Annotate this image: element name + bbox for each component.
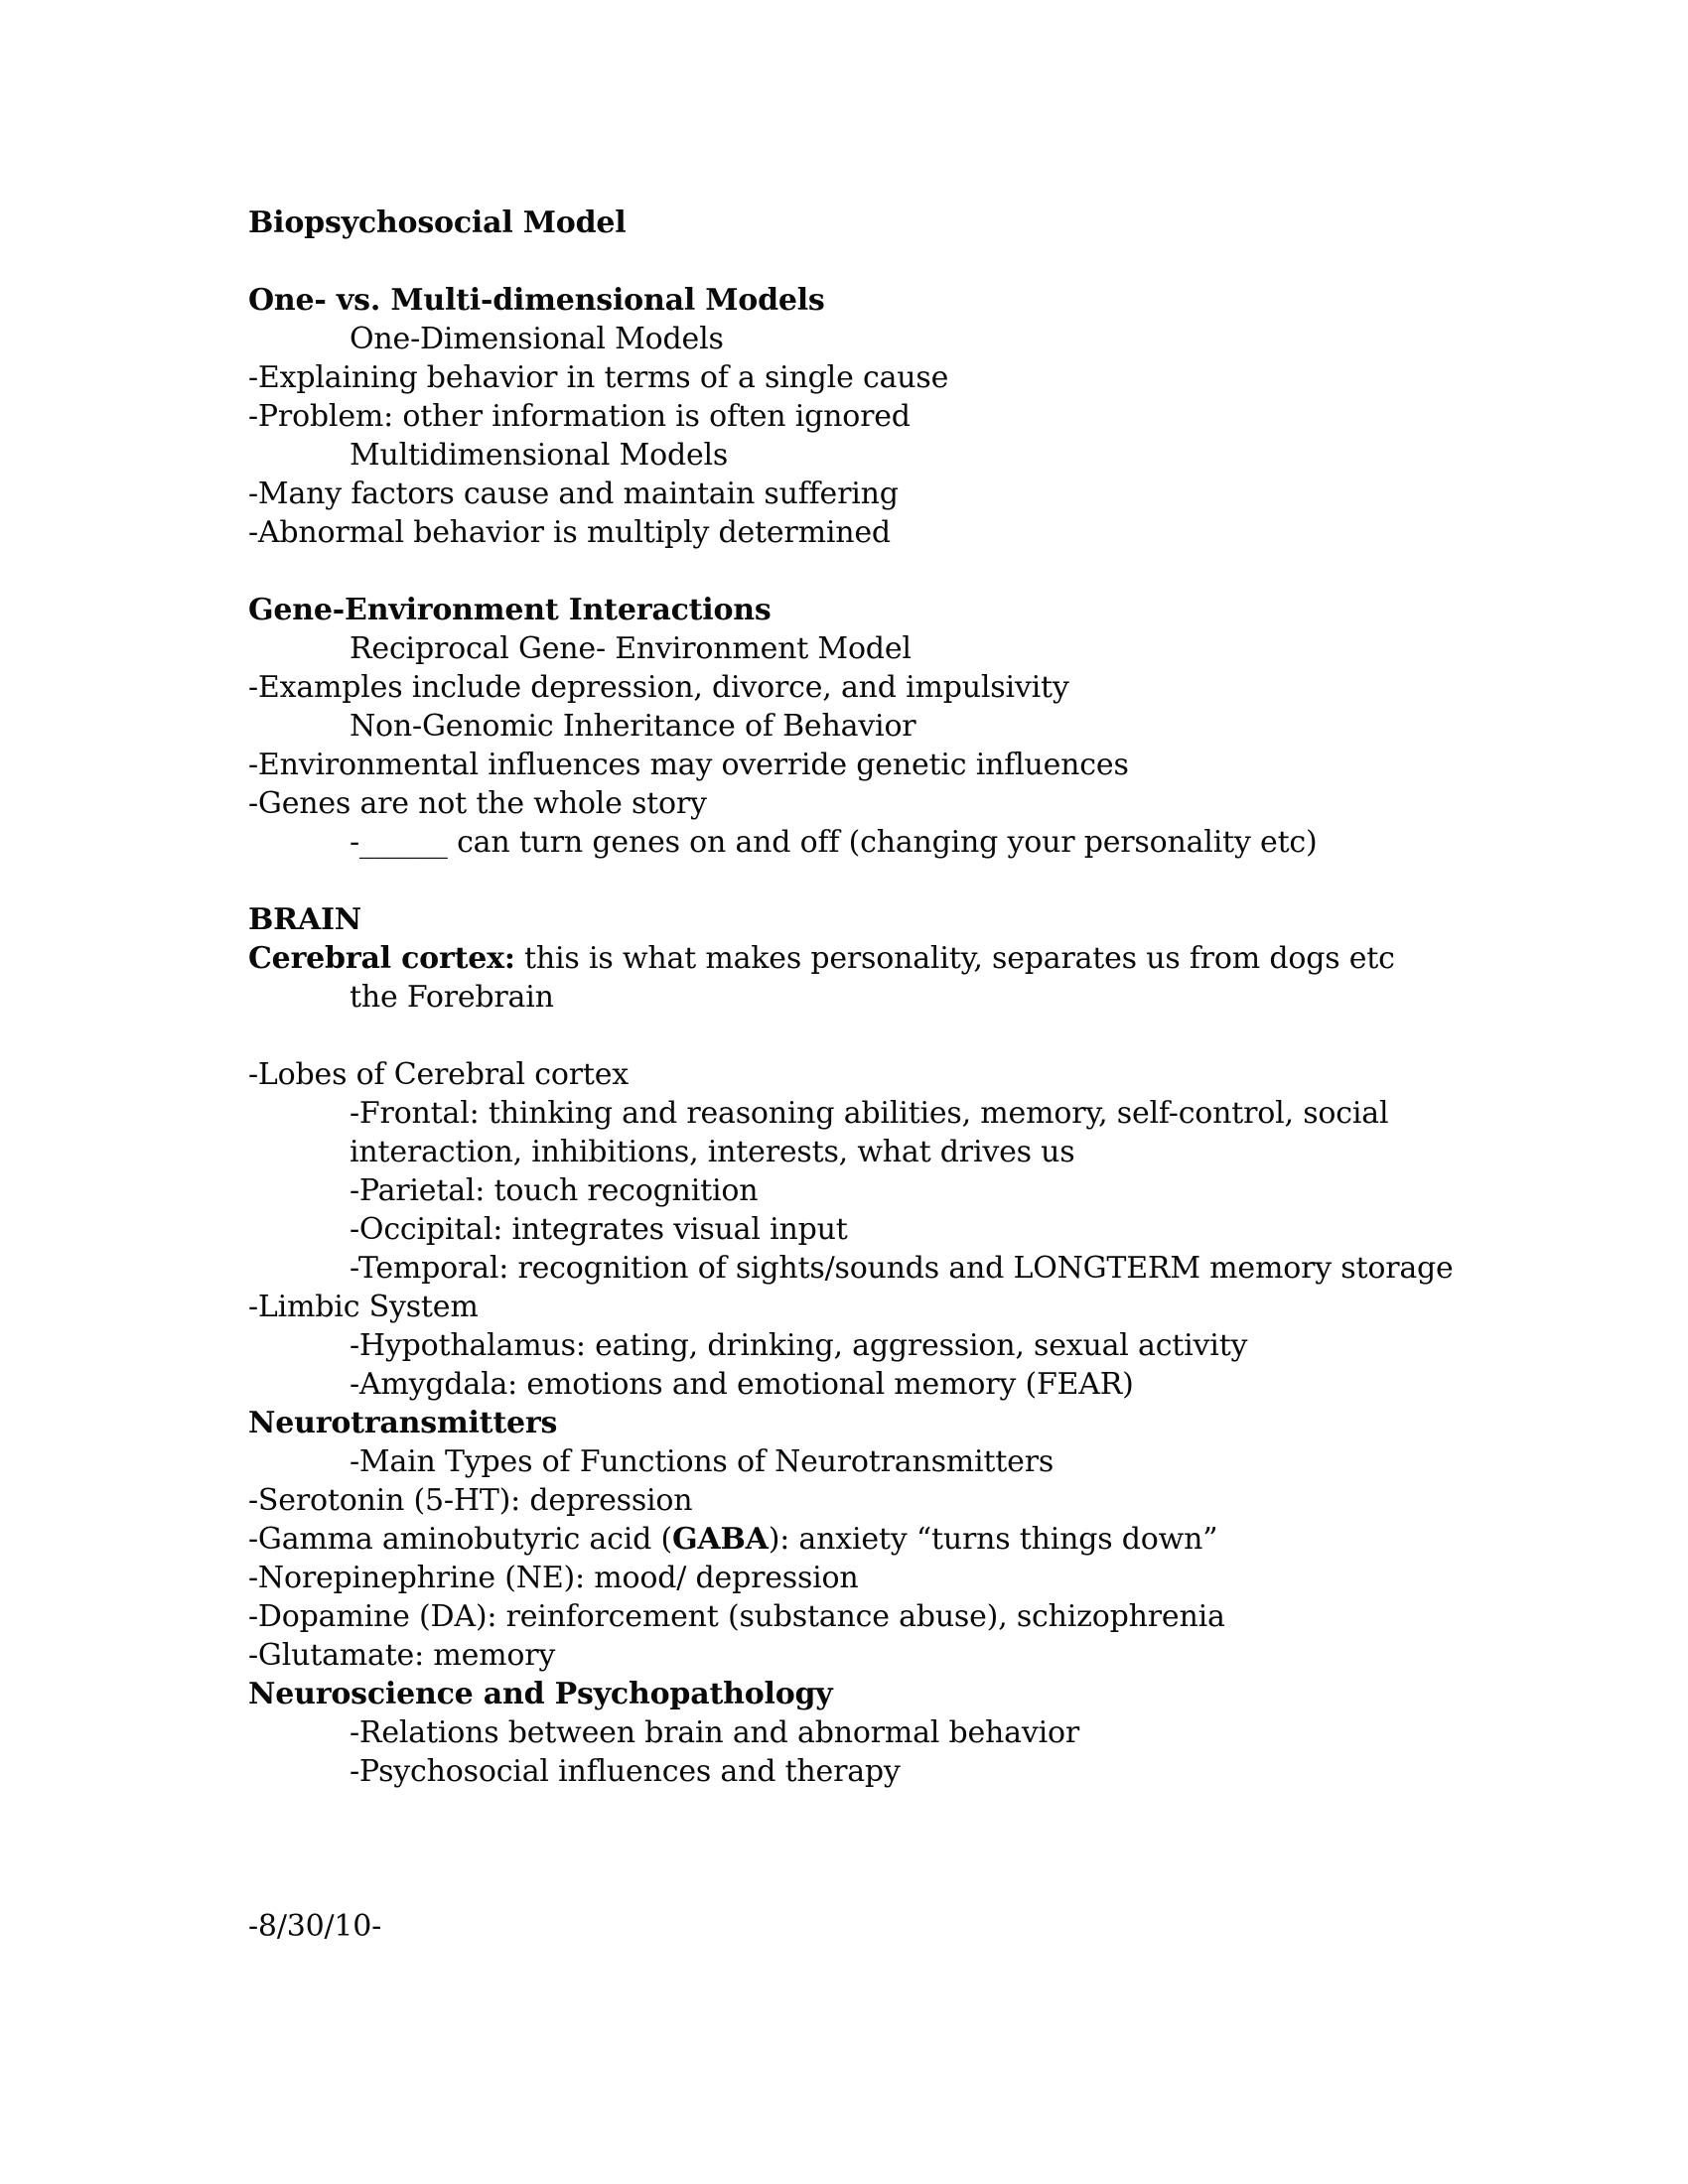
text-line: [248, 668, 1658, 707]
text-run: this is what makes personality, separates us from dogs etc: [514, 941, 1395, 976]
text-run: -______ can turn genes on and off (changing your personality etc): [350, 825, 1318, 860]
text-run: -Parietal: touch recognition: [350, 1173, 759, 1208]
text-line: [248, 784, 1658, 823]
text-line: [248, 1171, 1658, 1210]
text-line: [248, 1326, 1658, 1365]
text-run: One-Dimensional Models: [350, 322, 724, 356]
text-run-bold: Gene-Environment Interactions: [248, 593, 772, 627]
text-line: [248, 436, 1658, 475]
text-line: [248, 1055, 1658, 1094]
text-line: [248, 1520, 1658, 1559]
text-line: [248, 1481, 1658, 1520]
text-run: -Amygdala: emotions and emotional memory (FEAR): [350, 1367, 1134, 1402]
blank-line: [248, 1791, 1658, 1830]
text-run-bold: BRAIN: [248, 902, 362, 937]
text-line: [248, 281, 1658, 320]
text-run-bold: Biopsychosocial Model: [248, 205, 627, 240]
text-run: -Gamma aminobutyric acid (: [248, 1522, 672, 1557]
text-run-bold: Neurotransmitters: [248, 1406, 558, 1440]
text-run: -Many factors cause and maintain suffering: [248, 477, 899, 511]
text-run: -Environmental influences may override genetic influences: [248, 748, 1129, 782]
text-run: -Norepinephrine (NE): mood/ depression: [248, 1561, 859, 1595]
text-line: [248, 1404, 1658, 1442]
text-line: [248, 1249, 1658, 1288]
text-line: [248, 1752, 1658, 1791]
text-line: [248, 1636, 1658, 1675]
text-run: -Psychosocial influences and therapy: [350, 1754, 901, 1789]
text-run: -Occipital: integrates visual input: [350, 1212, 848, 1247]
blank-line: [248, 862, 1658, 900]
text-run: -8/30/10-: [248, 1909, 382, 1944]
text-line: [248, 939, 1658, 978]
text-run: -Relations between brain and abnormal behavior: [350, 1715, 1079, 1750]
text-line: [248, 1288, 1658, 1326]
text-line: [248, 204, 1658, 242]
text-run: -Temporal: recognition of sights/sounds and LONGTERM memory storage: [350, 1251, 1454, 1286]
text-line: [248, 513, 1658, 552]
blank-line: [248, 552, 1658, 591]
text-run: the Forebrain: [350, 980, 554, 1015]
blank-line: [248, 242, 1658, 281]
text-line: [248, 978, 1658, 1017]
text-run-bold: GABA: [671, 1522, 769, 1557]
text-line: [248, 1907, 1658, 1946]
text-run: -Problem: other information is often ignored: [248, 399, 911, 434]
text-line: [248, 823, 1658, 862]
blank-line: [248, 1017, 1658, 1055]
text-run: -Limbic System: [248, 1290, 479, 1324]
text-line: [248, 358, 1658, 397]
text-line: [248, 475, 1658, 513]
text-line: [248, 746, 1658, 784]
text-run: -Serotonin (5-HT): depression: [248, 1483, 693, 1518]
text-line: [248, 591, 1658, 629]
document-body: [248, 204, 1658, 1946]
text-line: [248, 1597, 1658, 1636]
text-run: -Main Types of Functions of Neurotransmitters: [350, 1444, 1055, 1479]
text-line: [248, 1365, 1658, 1404]
text-line: [248, 1094, 1658, 1133]
text-line: [248, 1133, 1658, 1171]
text-run: -Examples include depression, divorce, and impulsivity: [248, 670, 1069, 705]
text-line: [248, 397, 1658, 436]
text-run: -Abnormal behavior is multiply determined: [248, 515, 891, 550]
text-line: [248, 1713, 1658, 1752]
text-line: [248, 1442, 1658, 1481]
text-line: [248, 1559, 1658, 1597]
text-run: -Genes are not the whole story: [248, 786, 707, 821]
text-run: Non-Genomic Inheritance of Behavior: [350, 709, 916, 744]
text-run: -Lobes of Cerebral cortex: [248, 1057, 630, 1092]
text-run: interaction, inhibitions, interests, what drives us: [350, 1135, 1075, 1169]
text-line: [248, 629, 1658, 668]
text-line: [248, 707, 1658, 746]
text-run: -Dopamine (DA): reinforcement (substance abuse), schizophrenia: [248, 1599, 1225, 1634]
text-run: -Glutamate: memory: [248, 1638, 556, 1673]
text-run-bold: Neuroscience and Psychopathology: [248, 1677, 833, 1711]
text-run: -Frontal: thinking and reasoning abilities, memory, self-control, social: [350, 1096, 1389, 1131]
text-line: [248, 1675, 1658, 1713]
text-run: ): anxiety “turns things down”: [768, 1522, 1218, 1557]
text-line: [248, 900, 1658, 939]
text-run: Reciprocal Gene- Environment Model: [350, 631, 912, 666]
text-run: Multidimensional Models: [350, 438, 729, 473]
text-run-bold: One- vs. Multi-dimensional Models: [248, 283, 825, 318]
text-run-bold: Cerebral cortex:: [248, 941, 515, 976]
blank-line: [248, 1868, 1658, 1907]
text-run: -Explaining behavior in terms of a single cause: [248, 360, 949, 395]
text-line: [248, 1210, 1658, 1249]
text-run: -Hypothalamus: eating, drinking, aggression, sexual activity: [350, 1328, 1248, 1363]
text-line: [248, 320, 1658, 358]
blank-line: [248, 1830, 1658, 1868]
